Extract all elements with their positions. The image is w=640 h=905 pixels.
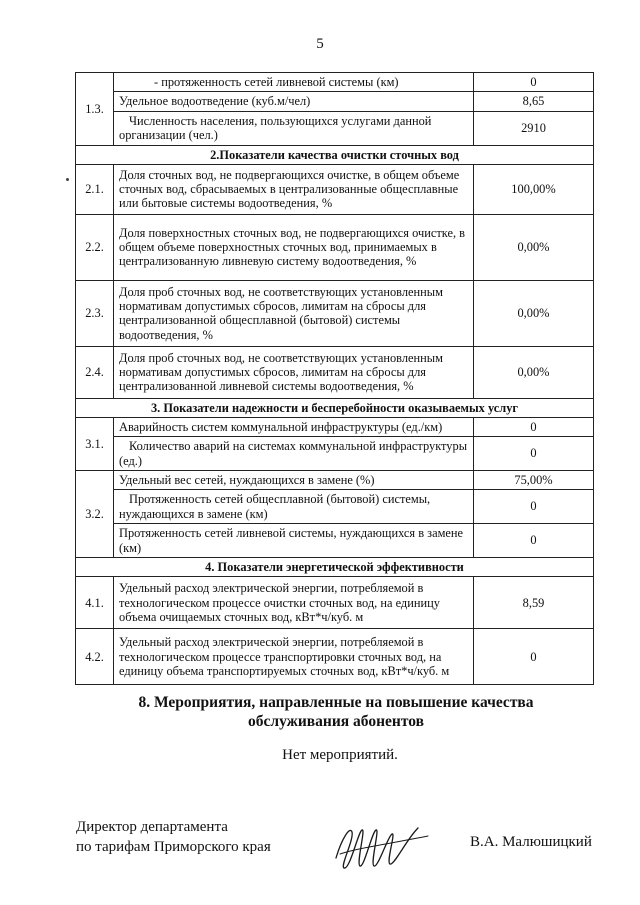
row-text: Аварийность систем коммунальной инфраструктуры (ед./км) [114, 418, 474, 437]
no-actions-text: Нет мероприятий. [282, 747, 398, 763]
table-row [76, 214, 594, 280]
row-number: 2.1. [76, 164, 114, 214]
row-value: 0 [474, 629, 594, 685]
row-text: Протяженность сетей общесплавной (бытовой) системы, нуждающихся в замене (км) [114, 490, 474, 524]
row-text: Количество аварий на системах коммунальной инфраструктуры (ед.) [114, 437, 474, 471]
scan-mark [66, 178, 69, 181]
row-value: 8,65 [474, 92, 594, 111]
table-row [76, 577, 594, 629]
row-number: 1.3. [76, 73, 114, 146]
row-value: 0,00% [474, 346, 594, 398]
table-row [76, 437, 594, 471]
position-line-1: Директор департамента [76, 819, 228, 835]
row-value: 0 [474, 437, 594, 471]
row-number: 2.3. [76, 280, 114, 346]
table-row [76, 490, 594, 524]
section-header-row [76, 558, 594, 577]
handwritten-signature [328, 818, 438, 878]
row-number: 2.4. [76, 346, 114, 398]
row-text: Удельный расход электрической энергии, потребляемой в технологическом процессе очистки сточных вод, на единицу объема очищаемых сточных вод, кВт*ч/куб. м [114, 577, 474, 629]
section-8-heading-line1: 8. Мероприятия, направленные на повышение качества [138, 694, 534, 711]
row-text: Доля проб сточных вод, не соответствующих установленным нормативам допустимых сбросов, лимитам на сбросы для централизованной общесплавной (бытовой) системы водоотведения, % [114, 280, 474, 346]
section-header-row [76, 398, 594, 417]
section-4-title: 4. Показатели энергетической эффективности [76, 558, 594, 577]
section-8-heading [0, 693, 640, 732]
row-text: Протяженность сетей ливневой системы, нуждающихся в замене (км) [114, 524, 474, 558]
row-text: Доля проб сточных вод, не соответствующих установленным нормативам допустимых сбросов, лимитам на сбросы для централизованной ливневой системы водоотведения, % [114, 346, 474, 398]
page-number: 5 [316, 36, 324, 52]
row-value: 0,00% [474, 280, 594, 346]
row-text: Численность населения, пользующихся услугами данной организации (чел.) [114, 111, 474, 145]
table-row [76, 73, 594, 92]
row-value: 75,00% [474, 470, 594, 489]
row-value: 0 [474, 490, 594, 524]
table-row [76, 418, 594, 437]
table-row [76, 470, 594, 489]
section-3-title: 3. Показатели надежности и бесперебойности оказываемых услуг [76, 398, 594, 417]
section-2-title: 2.Показатели качества очистки сточных вод [76, 145, 594, 164]
table-row [76, 92, 594, 111]
row-value: 8,59 [474, 577, 594, 629]
row-number: 3.2. [76, 470, 114, 557]
row-number: 4.1. [76, 577, 114, 629]
position-line-2: по тарифам Приморского края [76, 838, 271, 855]
section-8-heading-line2: обслуживания абонентов [248, 713, 424, 731]
table-row [76, 280, 594, 346]
indicators-table [75, 72, 594, 685]
row-value: 0 [474, 418, 594, 437]
row-number: 4.2. [76, 629, 114, 685]
row-value: 0 [474, 524, 594, 558]
row-text: Доля поверхностных сточных вод, не подвергающихся очистке, в общем объеме поверхностных сточных вод, принимаемых в централизованную ливневую систему водоотведения, % [114, 214, 474, 280]
row-text: Доля сточных вод, не подвергающихся очистке, в общем объеме сточных вод, сбрасываемых в централизованные общесплавные или бытовые системы водоотведения, % [114, 164, 474, 214]
row-value: 100,00% [474, 164, 594, 214]
section-header-row [76, 145, 594, 164]
table-row [76, 346, 594, 398]
signatory-position [76, 818, 271, 857]
table-row [76, 164, 594, 214]
table-row [76, 524, 594, 558]
row-text: Удельный вес сетей, нуждающихся в замене (%) [114, 470, 474, 489]
row-number: 3.1. [76, 418, 114, 471]
row-text: Удельное водоотведение (куб.м/чел) [114, 92, 474, 111]
row-value: 0,00% [474, 214, 594, 280]
table-row [76, 111, 594, 145]
row-value: 2910 [474, 111, 594, 145]
row-text: Удельный расход электрической энергии, потребляемой в технологическом процессе транспортировки сточных вод, на единицу объема транспортируемых сточных вод, кВт*ч/куб. м [114, 629, 474, 685]
row-number: 2.2. [76, 214, 114, 280]
signatory-name: В.А. Малюшицкий [470, 834, 592, 850]
table-row [76, 629, 594, 685]
row-value: 0 [474, 73, 594, 92]
row-text: - протяженность сетей ливневой системы (км) [114, 73, 474, 92]
